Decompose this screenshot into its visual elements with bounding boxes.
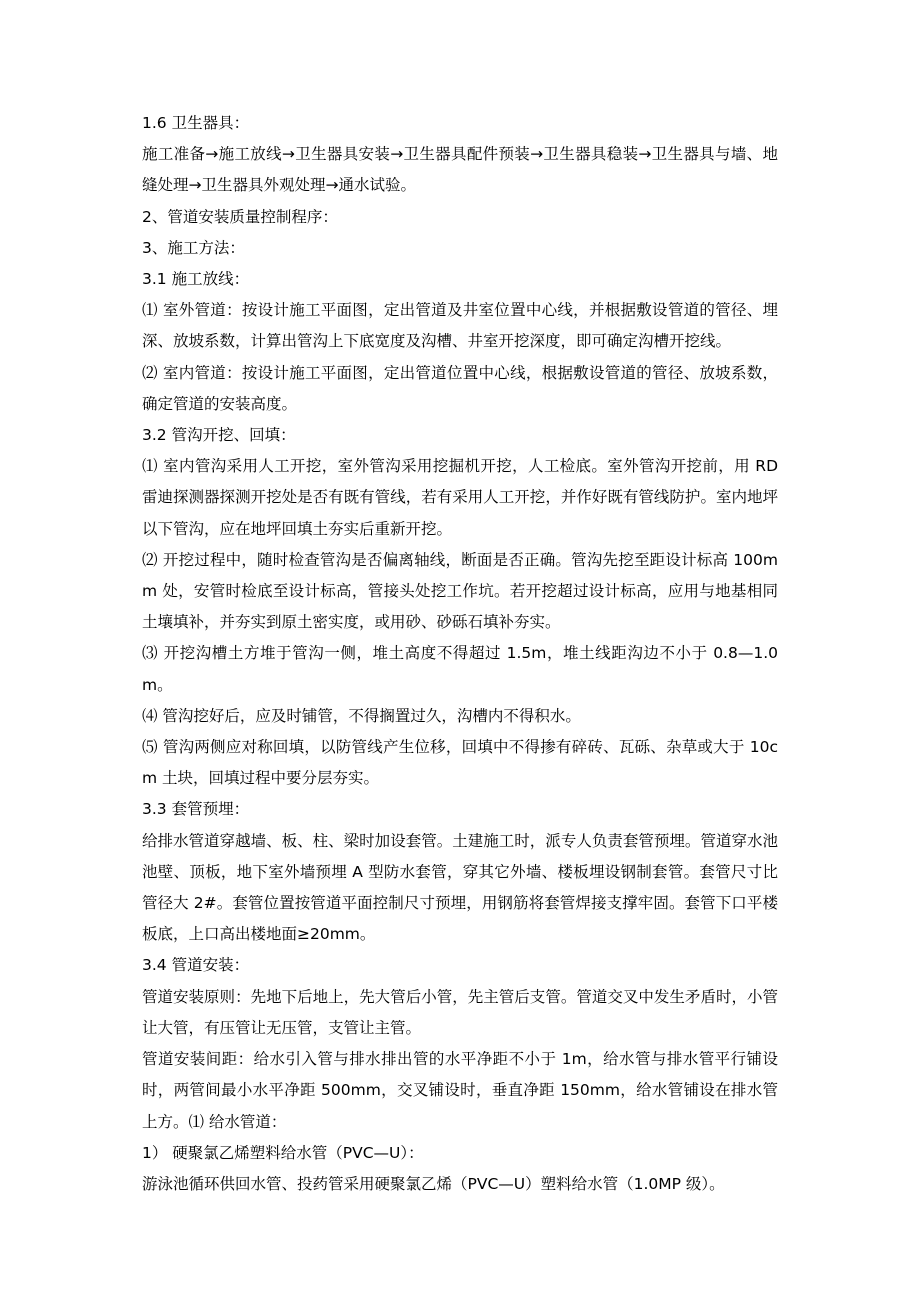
heading-3-3: 3.3 套管预埋： [142, 800, 250, 819]
heading-2: 2、管道安装质量控制程序： [142, 207, 338, 226]
trench-item-2: ⑵ 开挖过程中，随时检查管沟是否偏离轴线，断面是否正确。管沟先挖至距设计标高 100mm 处，安管时检底至设计标高，管接头处挖工作坑。若开挖超过设计标高，应用与地基相同土壤填补，并夯实到原土密实度，或用砂、砂砾石填补夯实。 [142, 550, 778, 632]
heading-3: 3、施工方法： [142, 238, 245, 257]
trench-item-4: ⑷ 管沟挖好后，应及时铺管，不得搁置过久，沟槽内不得积水。 [142, 706, 581, 725]
heading-1-6: 1.6 卫生器具： [142, 114, 250, 132]
heading-3-2: 3.2 管沟开挖、回填： [142, 426, 296, 445]
pvc-heading: 1） 硬聚氯乙烯塑料给水管（PVC—U）： [142, 1143, 424, 1162]
trench-item-5: ⑸ 管沟两侧应对称回填，以防管线产生位移，回填中不得掺有碎砖、瓦砾、杂草或大于 10cm 土块，回填过程中要分层夯实。 [142, 738, 778, 788]
sleeve-paragraph: 给排水管道穿越墙、板、柱、梁时加设套管。土建施工时，派专人负责套管预埋。管道穿水池池壁、顶板，地下室外墙预埋 A 型防水套管，穿其它外墙、楼板埋设钢制套管。套管尺寸比管径大 2#。套管位置按管道平面控制尺寸预埋，用钢筋将套管焊接支撑牢固。套管下口平楼板底，上口高出楼地面≥20mm。 [142, 831, 778, 944]
document-body [142, 108, 778, 1200]
outdoor-pipe-paragraph: ⑴ 室外管道：按设计施工平面图，定出管道及井室位置中心线，并根据敷设管道的管径、埋深、放坡系数，计算出管沟上下底宽度及沟槽、井室开挖深度，即可确定沟槽开挖线。 [142, 301, 778, 351]
install-spacing-paragraph: 管道安装间距：给水引入管与排水排出管的水平净距不小于 1m，给水管与排水管平行铺设时，两管间最小水平净距 500mm，交叉铺设时，垂直净距 150mm，给水管铺设在排水管上方。⑴ 给水管道： [142, 1050, 778, 1131]
indoor-pipe-paragraph: ⑵ 室内管道：按设计施工平面图，定出管道位置中心线，根据敷设管道的管径、放坡系数，确定管道的安装高度。 [142, 363, 778, 413]
install-principle-paragraph: 管道安装原则：先地下后地上，先大管后小管，先主管后支管。管道交叉中发生矛盾时，小管让大管，有压管让无压管，支管让主管。 [142, 987, 778, 1037]
trench-item-1: ⑴ 室内管沟采用人工开挖，室外管沟采用挖掘机开挖，人工检底。室外管沟开挖前，用 RD 雷迪探测器探测开挖处是否有既有管线，若有采用人工开挖，并作好既有管线防护。室内地坪以下管沟，应在地坪回填土夯实后重新开挖。 [142, 457, 778, 538]
heading-3-1: 3.1 施工放线： [142, 270, 250, 289]
process-flow-paragraph: 施工准备→施工放线→卫生器具安装→卫生器具配件预装→卫生器具稳装→卫生器具与墙、地缝处理→卫生器具外观处理→通水试验。 [142, 145, 778, 195]
heading-3-4: 3.4 管道安装： [142, 956, 250, 975]
pool-pipe-paragraph: 游泳池循环供回水管、投药管采用硬聚氯乙烯（PVC—U）塑料给水管（1.0MP 级）。 [142, 1174, 725, 1193]
trench-item-3: ⑶ 开挖沟槽土方堆于管沟一侧，堆土高度不得超过 1.5m，堆土线距沟边不小于 0.8—1.0m。 [142, 644, 778, 694]
